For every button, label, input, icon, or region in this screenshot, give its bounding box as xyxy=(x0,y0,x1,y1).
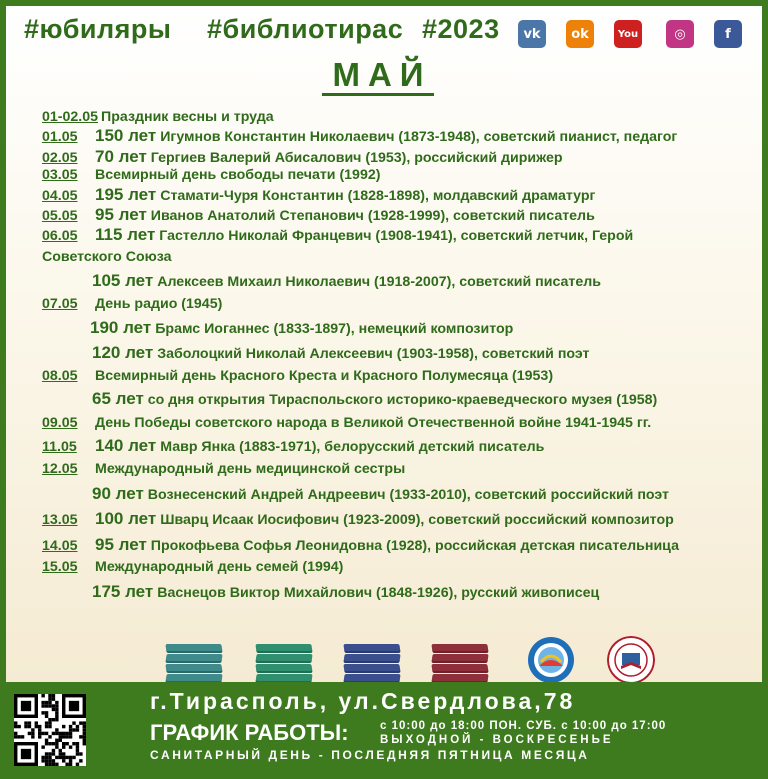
instagram-icon[interactable]: ◎ xyxy=(666,20,694,48)
entry-years: 190 лет xyxy=(90,318,152,337)
entry-date: 05.05 xyxy=(42,208,78,224)
entry-row xyxy=(42,558,343,576)
entry-date: 12.05 xyxy=(42,461,78,477)
entry-text: Вознесенский Андрей Андреевич (1933-2010), советский российский поэт xyxy=(147,487,669,503)
odnoklassniki-icon[interactable]: ok xyxy=(566,20,594,48)
entry-row xyxy=(42,414,651,432)
youtube-icon[interactable]: You xyxy=(614,20,642,48)
entry-years: 90 лет xyxy=(92,484,144,503)
entry-row xyxy=(42,206,595,225)
entry-years: 195 лет xyxy=(95,185,157,204)
entry-date: 15.05 xyxy=(42,559,78,575)
entry-text: Мавр Янка (1883-1971), белорусский детский писатель xyxy=(160,439,545,455)
entry-text: Советского Союза xyxy=(42,249,172,265)
entry-date: 01.05 xyxy=(42,129,78,145)
entry-years: 105 лет xyxy=(92,271,154,290)
entry-text: День радио (1945) xyxy=(95,296,223,312)
entry-date: 07.05 xyxy=(42,296,78,312)
entry-years: 115 лет xyxy=(95,225,156,244)
entry-years: 120 лет xyxy=(92,343,154,362)
entry-date: 14.05 xyxy=(42,538,78,554)
schedule-days: ВЫХОДНОЙ - ВОСКРЕСЕНЬЕ xyxy=(380,734,614,746)
month-title: МАЙ xyxy=(0,56,756,94)
entry-date: 11.05 xyxy=(42,439,77,455)
address: г.Тирасполь, ул.Свердлова,78 xyxy=(150,688,576,714)
entry-years: 140 лет xyxy=(95,436,157,455)
entry-row xyxy=(42,295,222,313)
entry-years: 150 лет xyxy=(95,126,157,145)
entry-row xyxy=(42,148,563,167)
library-seal-icon xyxy=(607,636,655,684)
entry-years: 100 лет xyxy=(95,509,157,528)
entry-row xyxy=(92,272,601,291)
entry-text: Иванов Анатолий Степанович (1928-1999), советский писатель xyxy=(150,208,595,224)
entry-row xyxy=(42,536,679,555)
entry-row xyxy=(42,248,172,266)
entry-text: Международный день медицинской сестры xyxy=(95,461,406,477)
library-books-icon xyxy=(166,644,222,684)
entry-row xyxy=(42,166,380,184)
hashtag-jubilee: #юбиляры xyxy=(24,14,172,44)
entry-row xyxy=(42,460,405,478)
sanitary-day: САНИТАРНЫЙ ДЕНЬ - ПОСЛЕДНЯЯ ПЯТНИЦА МЕСЯЦА xyxy=(150,748,590,762)
entry-years: 175 лет xyxy=(92,582,154,601)
entry-row xyxy=(92,485,669,504)
schedule-label: ГРАФИК РАБОТЫ: xyxy=(150,720,349,745)
entry-date: 02.05 xyxy=(42,150,78,166)
entry-row xyxy=(42,127,677,146)
entry-years: 70 лет xyxy=(95,147,147,166)
entry-text: Гастелло Николай Францевич (1908-1941), советский летчик, Герой xyxy=(159,228,634,244)
entry-text: День Победы советского народа в Великой Отечественной войне 1941-1945 гг. xyxy=(95,415,652,431)
entry-date: 09.05 xyxy=(42,415,78,431)
library-books-icon xyxy=(432,644,488,684)
entry-years: 65 лет xyxy=(92,389,144,408)
entry-text: Заболоцкий Николай Алексеевич (1903-1958), советский поэт xyxy=(157,346,590,362)
entry-text: Алексеев Михаил Николаевич (1918-2007), советский писатель xyxy=(157,274,601,290)
entry-text: Игумнов Константин Николаевич (1873-1948), советский пианист, педагог xyxy=(160,129,678,145)
entry-text: Васнецов Виктор Михайлович (1848-1926), русский живописец xyxy=(157,585,600,601)
entry-date: 01-02.05 xyxy=(42,109,99,125)
entry-text: Праздник весны и труда xyxy=(101,109,274,125)
entry-text: Стамати-Чуря Константин (1828-1898), молдавский драматург xyxy=(160,188,596,204)
entry-date: 04.05 xyxy=(42,188,78,204)
entry-years: 95 лет xyxy=(95,535,147,554)
entry-text: Гергиев Валерий Абисалович (1953), российский дирижер xyxy=(150,150,563,166)
entry-row xyxy=(42,367,553,385)
entry-row xyxy=(42,186,595,205)
qr-code-icon xyxy=(14,694,86,766)
entry-row xyxy=(92,583,599,602)
schedule-hours: с 10:00 до 18:00 ПОН. СУБ. с 10:00 до 17:00 xyxy=(380,720,667,732)
vk-icon[interactable]: vk xyxy=(518,20,546,48)
entry-date: 03.05 xyxy=(42,167,78,183)
library-books-icon xyxy=(256,644,312,684)
hashtag-bibliotiras: #библиотирас xyxy=(207,14,404,44)
entry-row xyxy=(90,319,513,338)
hashtag-year: #2023 xyxy=(422,14,500,44)
entry-text: Брамс Иоганнес (1833-1897), немецкий композитор xyxy=(155,321,514,337)
entry-years: 95 лет xyxy=(95,205,147,224)
facebook-icon[interactable]: f xyxy=(714,20,742,48)
entry-row xyxy=(92,390,657,409)
entry-text: Всемирный день свободы печати (1992) xyxy=(95,167,381,183)
entry-row xyxy=(42,437,544,456)
entry-row xyxy=(42,226,633,245)
entry-date: 13.05 xyxy=(42,512,78,528)
library-emblem-icon xyxy=(527,636,575,684)
entry-row xyxy=(92,344,589,363)
entry-row xyxy=(42,510,674,529)
entry-text: Прокофьева Софья Леонидовна (1928), российская детская писательница xyxy=(150,538,679,554)
entry-row xyxy=(42,108,274,126)
entry-text: Всемирный день Красного Креста и Красного Полумесяца (1953) xyxy=(95,368,554,384)
entry-text: Шварц Исаак Иосифович (1923-2009), советский российский композитор xyxy=(160,512,674,528)
entry-date: 06.05 xyxy=(42,228,78,244)
entry-date: 08.05 xyxy=(42,368,78,384)
entry-text: со дня открытия Тираспольского историко-краеведческого музея (1958) xyxy=(147,392,658,408)
entry-text: Международный день семей (1994) xyxy=(95,559,344,575)
library-books-icon xyxy=(344,644,400,684)
